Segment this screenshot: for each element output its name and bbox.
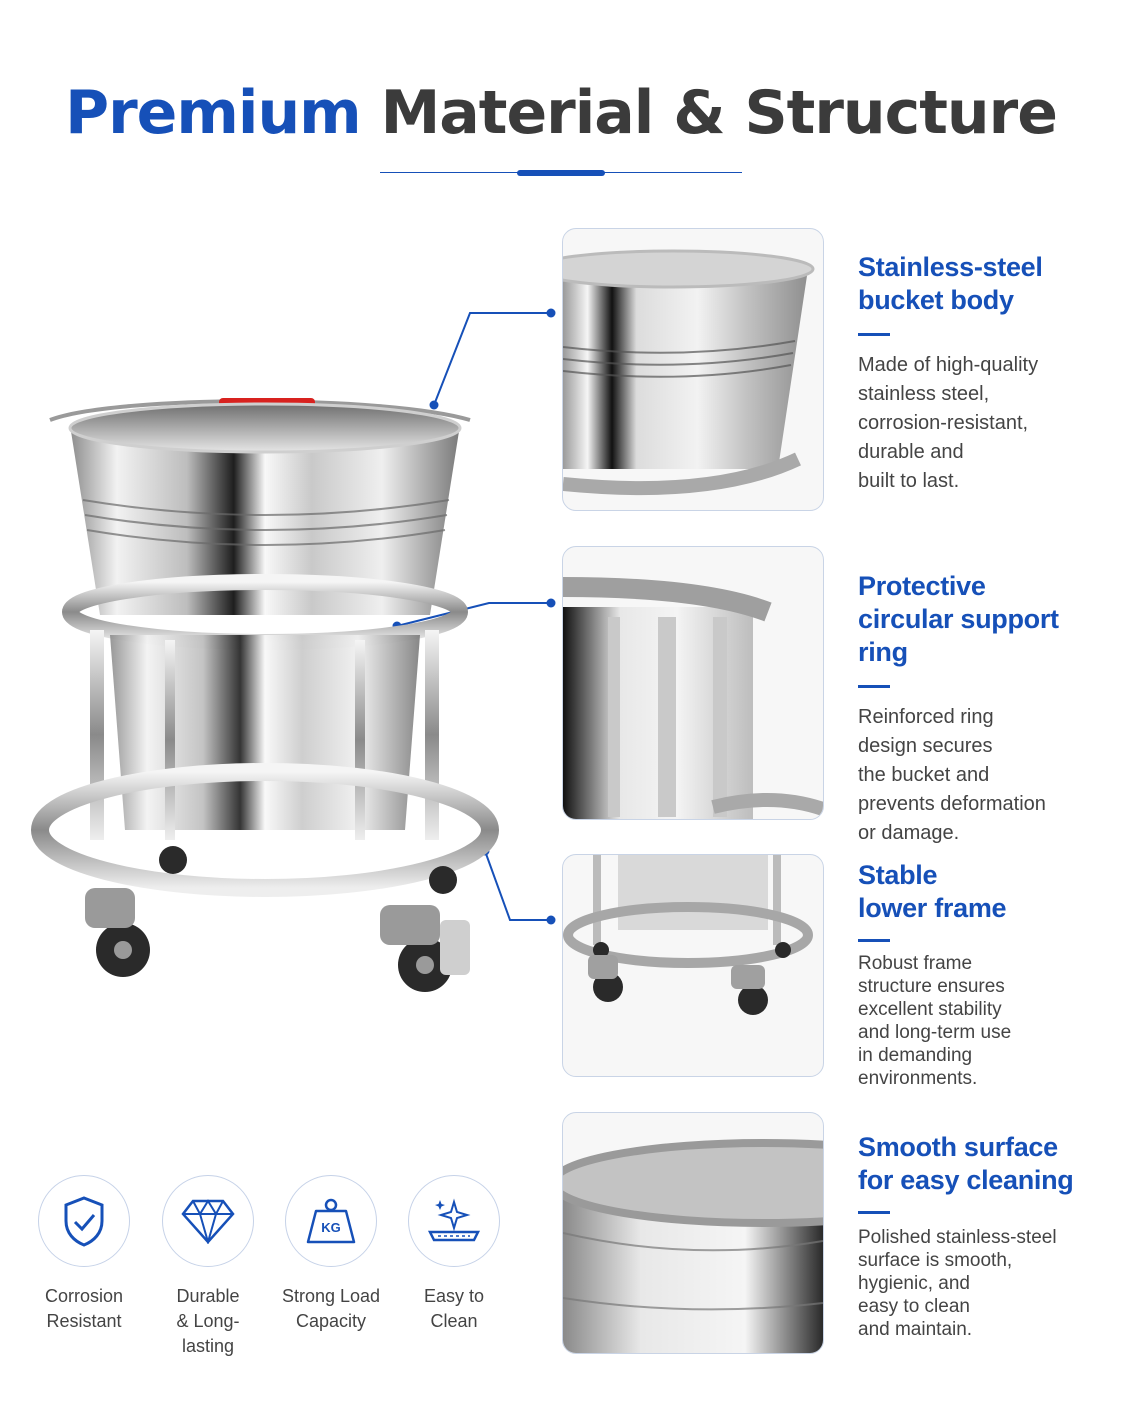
feature-smooth-surface	[858, 1131, 1108, 1341]
title-rest: Material & Structure	[380, 78, 1057, 148]
shield-check-icon	[61, 1195, 107, 1247]
badge-corrosion-resistant	[29, 1175, 139, 1334]
detail-image-smooth-surface	[562, 1112, 824, 1354]
diamond-icon	[181, 1198, 235, 1244]
feature-dash	[858, 1211, 890, 1214]
feature-lower-frame	[858, 859, 1108, 1090]
badge-durable	[153, 1175, 263, 1359]
feature-title: Stable lower frame	[858, 860, 1007, 923]
feature-body: Made of high-quality stainless steel, corrosion-resistant, durable and built to last.	[858, 354, 1039, 492]
feature-title: Smooth surface for easy cleaning	[858, 1132, 1074, 1195]
feature-body: Reinforced ring design secures the bucket and prevents deformation or damage.	[858, 706, 1046, 844]
detail-image-bucket-body	[562, 228, 824, 511]
feature-bucket-body	[858, 251, 1108, 496]
feature-support-ring	[858, 570, 1108, 848]
badge-easy-clean	[399, 1175, 509, 1334]
title-accent: Premium	[65, 78, 361, 148]
feature-dash	[858, 939, 890, 942]
feature-dash	[858, 333, 890, 336]
sparkle-surface-icon	[424, 1196, 484, 1246]
badge-label: Easy to Clean	[423, 1286, 485, 1331]
badge-label: Corrosion Resistant	[44, 1286, 124, 1331]
page-title	[0, 78, 1122, 148]
badge-label: Strong Load Capacity	[281, 1286, 381, 1331]
feature-badges	[30, 1175, 520, 1356]
detail-image-support-ring	[562, 546, 824, 820]
feature-body: Polished stainless-steel surface is smooth, hygienic, and easy to clean and maintain.	[858, 1227, 1057, 1340]
feature-body: Robust frame structure ensures excellent stability and long-term use in demanding environments.	[858, 953, 1012, 1089]
feature-dash	[858, 685, 890, 688]
title-divider-accent	[517, 170, 605, 176]
bucket-stand-illustration	[25, 390, 505, 1030]
badge-strong-load	[276, 1175, 386, 1334]
svg-text:KG: KG	[321, 1220, 341, 1235]
feature-title: Stainless-steel bucket body	[858, 252, 1043, 315]
feature-title: Protective circular support ring	[858, 571, 1059, 667]
weight-kg-icon	[304, 1196, 358, 1246]
detail-image-lower-frame	[562, 854, 824, 1077]
badge-label: Durable & Long-lasting	[176, 1286, 240, 1356]
